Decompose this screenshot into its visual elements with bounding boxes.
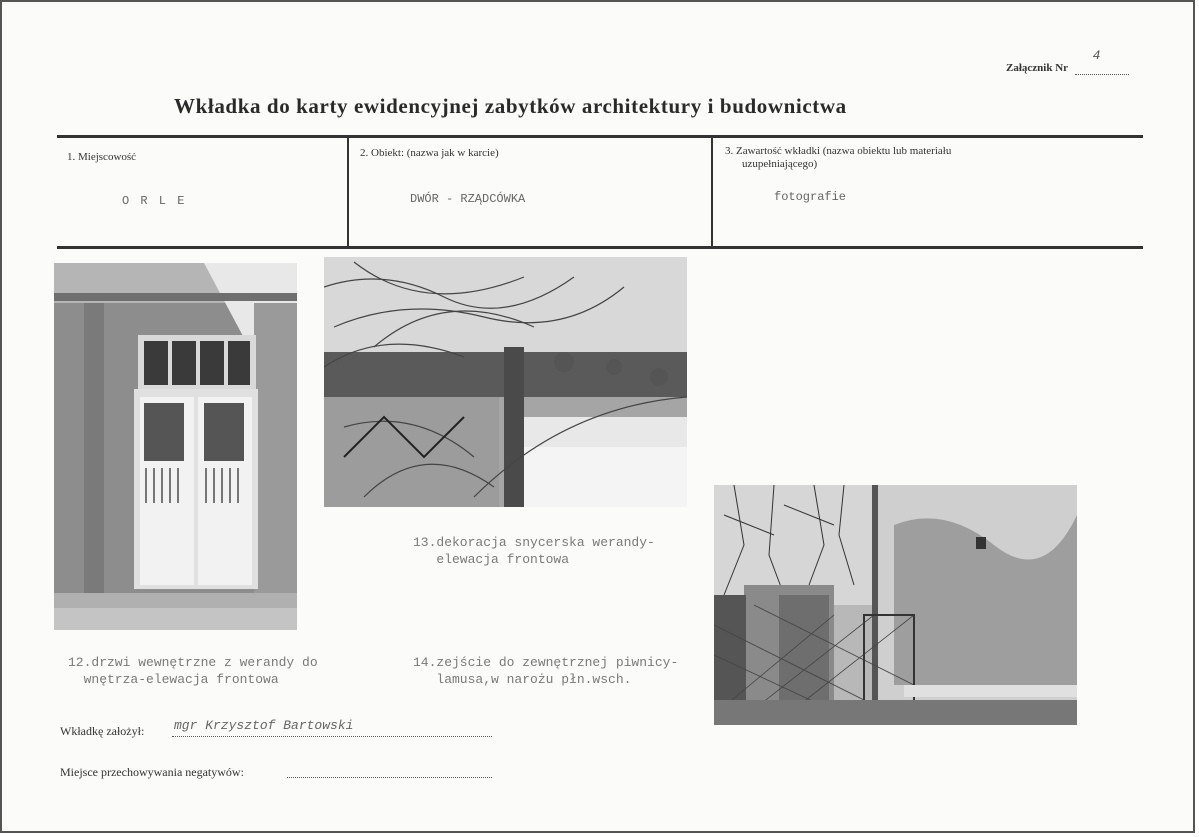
- author-dotline: [172, 736, 492, 737]
- annex-number-field: [1075, 48, 1129, 75]
- photo-carving-image: [324, 257, 687, 507]
- photo-caption-14-line2: lamusa,w narożu płn.wsch.: [413, 672, 632, 687]
- contents-label-1: 3. Zawartość wkładki (nazwa obiektu lub materiału: [725, 145, 952, 157]
- locality-value: O R L E: [122, 194, 187, 208]
- photo-cellar-image: [714, 485, 1077, 725]
- photo-cellar: [714, 485, 1077, 725]
- photo-caption-14-line1: 14.zejście do zewnętrznej piwnicy-: [413, 655, 679, 670]
- negatives-label: Miejsce przechowywania negatywów:: [60, 765, 244, 779]
- annex-number-value: 4: [1092, 48, 1101, 63]
- negatives-dotline: [287, 777, 492, 778]
- object-label: 2. Obiekt: (nazwa jak w karcie): [360, 147, 499, 159]
- photo-caption-12-line1: 12.drzwi wewnętrzne z werandy do: [68, 655, 318, 670]
- page-title: Wkładka do karty ewidencyjnej zabytków architektury i budownictwa: [174, 94, 847, 118]
- header-divider-1: [347, 138, 349, 248]
- header-bottom-rule: [57, 246, 1143, 249]
- annex-label: Załącznik Nr: [1006, 62, 1068, 74]
- photo-carving: [324, 257, 687, 507]
- photo-caption-13-line1: 13.dekoracja snycerska werandy-: [413, 535, 655, 550]
- contents-value: fotografie: [774, 190, 847, 204]
- annex-number: [1006, 48, 1129, 75]
- author-value: mgr Krzysztof Bartowski: [174, 718, 354, 733]
- header-top-rule: [57, 135, 1143, 138]
- photo-door: [54, 263, 297, 630]
- object-value: DWÓR - RZĄDCÓWKA: [410, 192, 526, 206]
- photo-caption-13-line2: elewacja frontowa: [413, 552, 570, 567]
- header-divider-2: [711, 138, 713, 248]
- author-label: Wkładkę założył:: [60, 724, 145, 738]
- photo-caption-12-line2: wnętrza-elewacja frontowa: [68, 672, 279, 687]
- contents-label-2: uzupełniającego): [742, 158, 818, 170]
- photo-door-image: [54, 263, 297, 630]
- locality-label: 1. Miejscowość: [67, 151, 137, 163]
